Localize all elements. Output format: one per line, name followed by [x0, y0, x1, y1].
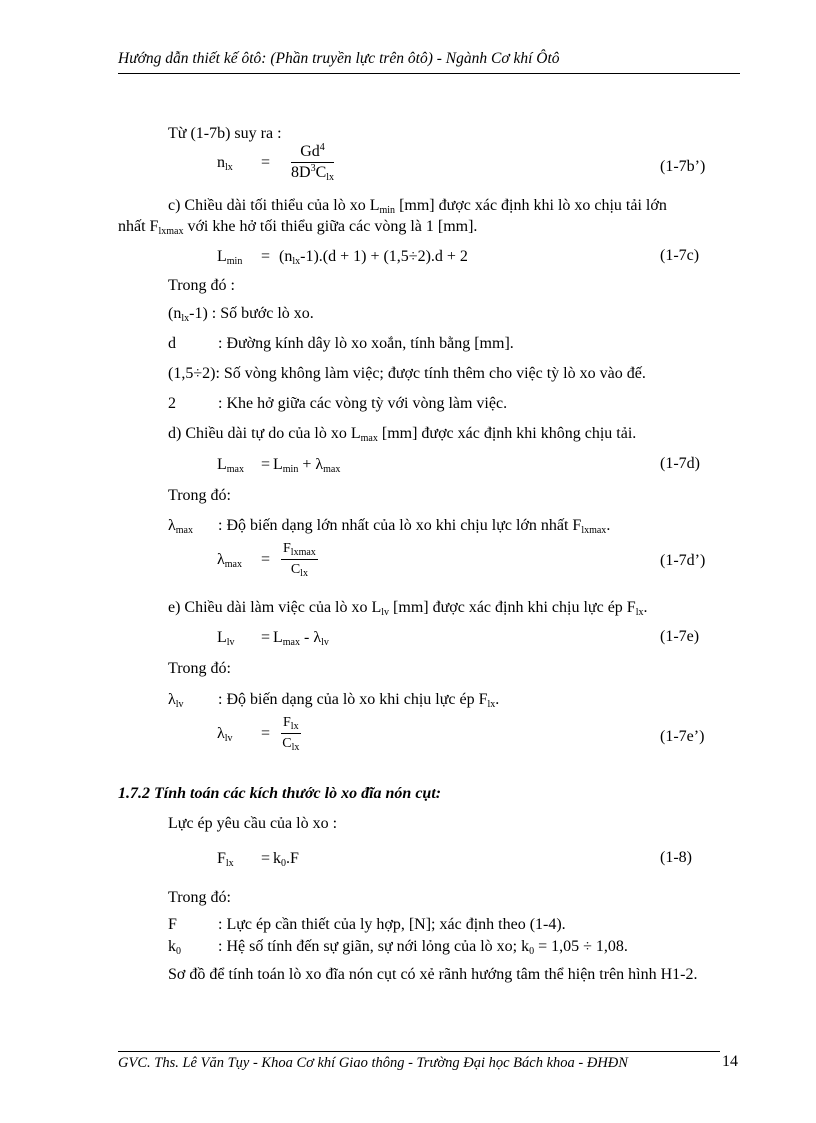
where-label-4: Trong đó:: [168, 889, 231, 906]
equation-number: (1-8): [660, 849, 692, 866]
closing-sentence: Sơ đồ để tính toán lò xo đĩa nón cụt có xẻ rãnh hướng tâm thể hiện trên hình H1-2.: [168, 966, 698, 983]
running-header: Hướng dẫn thiết kế ôtô: (Phần truyền lực trên ôtô) - Ngành Cơ khí Ôtô: [118, 50, 560, 67]
equation-1-7b-prime: $n_{lx}$ = $\frac{Gd^4}{8D^3C_{lx}}$: [217, 142, 335, 183]
paragraph-e: e) Chiều dài làm việc của lò xo $L_{lv}$ [mm] được xác định khi chịu lực ép $F_{lx}$.: [168, 599, 648, 618]
footer-rule: [118, 1051, 720, 1052]
equation-number: (1-7d’): [660, 552, 706, 569]
footer-author: GVC. Ths. Lê Văn Tụy - Khoa Cơ khí Giao thông - Trường Đại học Bách khoa - ĐHĐN: [118, 1055, 628, 1071]
equation-1-7d: $L_{max} = L_{min} + \lambda_{max}$: [217, 456, 341, 475]
definition-nlx: $(n_{lx}-1)$ : Số bước lò xo.: [168, 305, 314, 324]
equation-1-7c: $L_{min} = (n_{lx}-1).(d + 1) + (1,5\div 2).d + 2$: [217, 248, 468, 267]
equation-number: (1-7e): [660, 628, 700, 645]
equation-number: (1-7d): [660, 455, 700, 472]
page-number: 14: [722, 1053, 738, 1070]
equation-1-7e-prime: $\lambda_{lv}$ = $\frac{F_{lx}}{C_{lx}}$: [217, 715, 300, 753]
intro-text-2: Lực ép yêu cầu của lò xo :: [168, 815, 338, 832]
equation-number: (1-7e’): [660, 728, 705, 745]
equation-number: (1-7b’): [660, 158, 706, 175]
definition-k0: $k_0$ : Hệ số tính đến sự giãn, sự nới lỏng của lò xo; $k_0 = 1,05 \div 1,08$.: [168, 938, 628, 957]
header-rule: [118, 73, 740, 74]
definition-d: d : Đường kính dây lò xo xoắn, tính bằng [mm].: [168, 335, 514, 352]
where-label-2: Trong đó:: [168, 487, 231, 504]
definition-gap: 2 : Khe hở giữa các vòng tỳ với vòng làm việc.: [168, 395, 508, 412]
paragraph-d: d) Chiều dài tự do của lò xo $L_{max}$ [mm] được xác định khi không chịu tải.: [168, 425, 637, 444]
equation-number: (1-7c): [660, 247, 700, 264]
definition-lambda-max: $\lambda_{max}$ : Độ biến dạng lớn nhất của lò xo khi chịu lực lớn nhất $F_{lxmax}$.: [168, 517, 611, 536]
section-heading-1-7-2: 1.7.2 Tính toán các kích thước lò xo đĩa nón cụt:: [118, 785, 442, 802]
paragraph-c-line-2: nhất $F_{lxmax}$ với khe hở tối thiểu giữa các vòng là 1 [mm].: [118, 218, 478, 237]
where-label-1: Trong đó :: [168, 277, 235, 294]
definition-inactive-coils: (1,5÷2): Số vòng không làm việc; được tính thêm cho việc tỳ lò xo vào đế.: [168, 365, 646, 382]
equation-1-8: $F_{lx} = k_0.F$: [217, 850, 299, 869]
equation-1-7e: $L_{lv} = L_{max} - \lambda_{lv}$: [217, 629, 329, 648]
where-label-3: Trong đó:: [168, 660, 231, 677]
definition-lambda-lv: $\lambda_{lv}$ : Độ biến dạng của lò xo khi chịu lực ép $F_{lx}$.: [168, 691, 500, 710]
equation-1-7d-prime: $\lambda_{max}$ = $\frac{F_{lxmax}}{C_{lx}}$: [217, 541, 316, 579]
intro-text-1: Từ (1-7b) suy ra :: [168, 125, 282, 142]
paragraph-c-line-1: c) Chiều dài tối thiểu của lò xo $L_{min}$ [mm] được xác định khi lò xo chịu tải lớn: [168, 197, 667, 216]
definition-F: F : Lực ép cần thiết của ly hợp, [N]; xác định theo (1-4).: [168, 916, 566, 933]
